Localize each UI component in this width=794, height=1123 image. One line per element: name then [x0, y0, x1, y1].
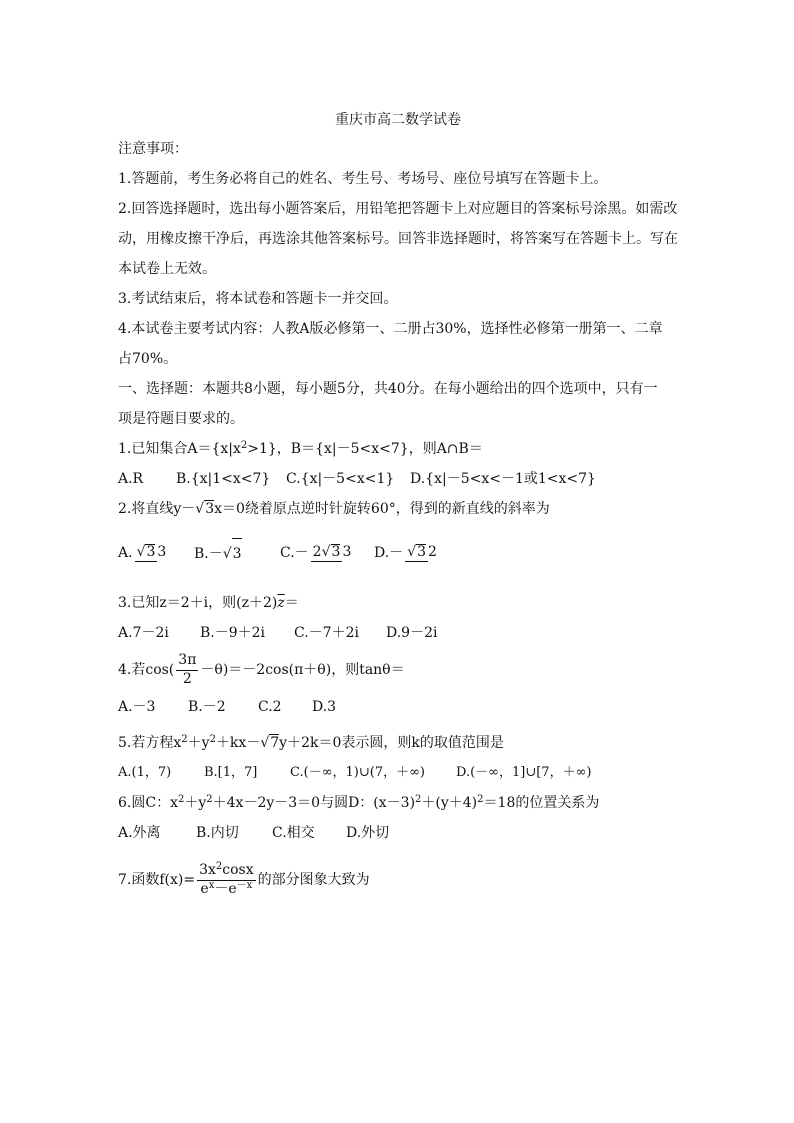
option-d[interactable]: D.3: [312, 699, 337, 715]
notice-line: 1.答题前，考生务必将自己的姓名、考生号、考场号、座位号填写在答题卡上。: [118, 171, 608, 187]
question-3-stem: 3.已知z＝2＋i，则$(z+2)\overline{z}=$: [118, 595, 299, 611]
option-b[interactable]: B.[1，7]: [204, 765, 258, 780]
question-5-options: [118, 758, 678, 788]
option-a[interactable]: A. √3 3: [118, 543, 167, 561]
option-d[interactable]: D.－ √3 2: [374, 543, 437, 561]
question-2-options: [118, 524, 678, 582]
option-a[interactable]: A.R: [118, 471, 144, 487]
notice-heading: 注意事项：: [118, 141, 188, 157]
question-2-stem: 2.将直线y－√3x＝0绕着原点逆时针旋转60°，得到的新直线的斜率为: [118, 494, 678, 524]
question-6-stem: 6.圆C：$x^2+y^2+4x-2y-3=0$与圆D：$(x-3)^2+(y+4)^2=18$的位置关系为: [118, 794, 600, 811]
option-a[interactable]: A.7－2i: [118, 625, 169, 641]
option-b[interactable]: B.－√3: [194, 538, 280, 569]
option-d[interactable]: D.外切: [346, 825, 390, 841]
function-fraction: $\frac{3x^2\cos x}{e^x-e^{-x}}$: [199, 861, 254, 897]
section-heading: 一、选择题：本题共8小题，每小题5分，共40分。在每小题给出的四个选项中，只有一: [118, 381, 658, 397]
question-7-stem: 7.函数f(x)= $\frac{3x^2\cos x}{e^x-e^{-x}}$ 的部分图象大致为: [118, 861, 370, 897]
sqrt: √3: [195, 501, 215, 517]
question-1-options: [118, 464, 678, 494]
notice-line: 占70%。: [118, 351, 178, 367]
option-c[interactable]: C.相交: [272, 825, 315, 841]
option-a[interactable]: A.外离: [118, 825, 161, 841]
z-conjugate: $\overline{z}$: [277, 595, 285, 611]
notice-line: 动，用橡皮擦干净后，再选涂其他答案标号。回答非选择题时，将答案写在答题卡上。写在: [118, 231, 678, 247]
question-3-options: [118, 618, 678, 648]
option-a[interactable]: A.(1，7): [118, 765, 172, 780]
option-a[interactable]: A.－3: [118, 699, 156, 715]
option-c[interactable]: C.－ 2√3 3: [280, 543, 352, 561]
page-title: 重庆市高二数学试卷: [335, 112, 461, 128]
option-c[interactable]: C.{x|－5<x<1}: [286, 471, 395, 487]
option-c[interactable]: C.－7＋2i: [294, 625, 359, 641]
notice-line: 3.考试结束后，将本试卷和答题卡一并交回。: [118, 291, 398, 307]
option-b[interactable]: B.－2: [188, 699, 226, 715]
option-b[interactable]: B.内切: [196, 825, 239, 841]
section-heading: 项是符题目要求的。: [118, 411, 244, 427]
question-4-stem: 4.若cos( $\frac{3\pi}{2}$ －θ)＝－2cos(π＋θ)，则tanθ＝: [118, 652, 405, 687]
option-b[interactable]: B.{x|1<x<7}: [176, 471, 271, 487]
question-5-stem: 5.若方程$x^2+y^2+kx-√7y+2k=0$表示圆，则k的取值范围是: [118, 734, 504, 751]
notice-line: 本试卷上无效。: [118, 261, 216, 277]
question-6-options: [118, 818, 678, 848]
option-c[interactable]: C.(－∞，1)∪(7，＋∞): [290, 765, 425, 780]
exam-page: [118, 98, 678, 904]
question-1-stem: 1.已知集合$A=\{x|x^2>1\}$，B＝{x|－5<x<7}，则A∩B＝: [118, 440, 483, 457]
option-d[interactable]: D.9－2i: [386, 625, 438, 641]
question-4-options: [118, 692, 678, 722]
option-c[interactable]: C.2: [258, 699, 282, 715]
notice-line: 2.回答选择题时，选出每小题答案后，用铅笔把答题卡上对应题目的答案标号涂黑。如需改: [118, 201, 678, 217]
option-d[interactable]: D.{x|－5<x<－1或1<x<7}: [410, 471, 596, 487]
notice-line: 4.本试卷主要考试内容：人教A版必修第一、二册占30%，选择性必修第一册第一、二章: [118, 321, 663, 337]
option-d[interactable]: D.(－∞，1]∪[7，＋∞): [456, 765, 592, 780]
option-b[interactable]: B.－9＋2i: [200, 625, 266, 641]
